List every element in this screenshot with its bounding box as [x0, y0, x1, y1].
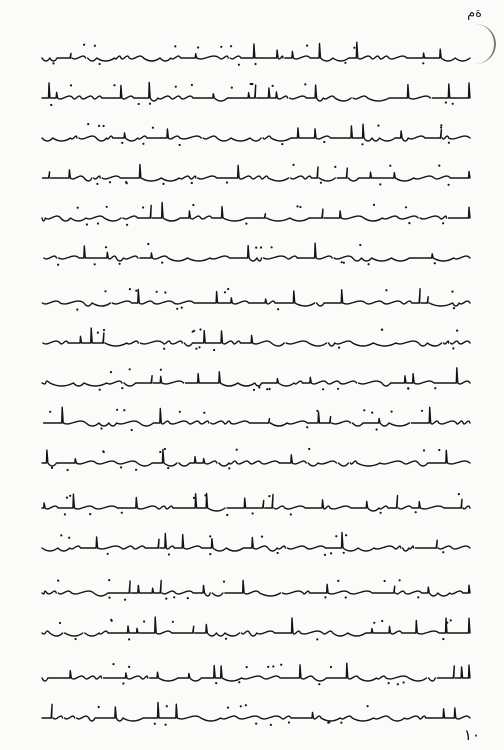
script-stroke: [40, 120, 472, 146]
script-stroke: [40, 40, 472, 66]
manuscript-line: [40, 200, 472, 226]
script-stroke: [40, 660, 472, 686]
manuscript-line: [40, 575, 472, 601]
manuscript-line: [40, 530, 472, 556]
manuscript-line: [40, 120, 472, 146]
script-stroke: [40, 530, 472, 556]
manuscript-line: [40, 615, 472, 641]
script-stroke: [40, 615, 472, 641]
manuscript-line: [40, 240, 472, 266]
manuscript-line: [40, 325, 472, 351]
page-number: ١٠: [463, 726, 480, 744]
manuscript-line: [40, 40, 472, 66]
script-stroke: [40, 575, 472, 601]
script-stroke: [40, 240, 472, 266]
script-stroke: [40, 700, 472, 726]
manuscript-line: [40, 285, 472, 311]
manuscript-line: [40, 445, 472, 471]
manuscript-line: [40, 405, 472, 431]
script-stroke: [40, 325, 472, 351]
script-stroke: [40, 490, 472, 516]
script-stroke: [40, 365, 472, 391]
manuscript-line: [40, 660, 472, 686]
script-stroke: [40, 200, 472, 226]
script-stroke: [40, 80, 472, 106]
corner-mark: ﺓﻡ: [467, 6, 482, 21]
manuscript-line: [40, 700, 472, 726]
script-stroke: [40, 405, 472, 431]
script-stroke: [40, 285, 472, 311]
manuscript-line: [40, 365, 472, 391]
manuscript-line: [40, 80, 472, 106]
manuscript-line: [40, 160, 472, 186]
script-stroke: [40, 445, 472, 471]
script-stroke: [40, 160, 472, 186]
manuscript-line: [40, 490, 472, 516]
